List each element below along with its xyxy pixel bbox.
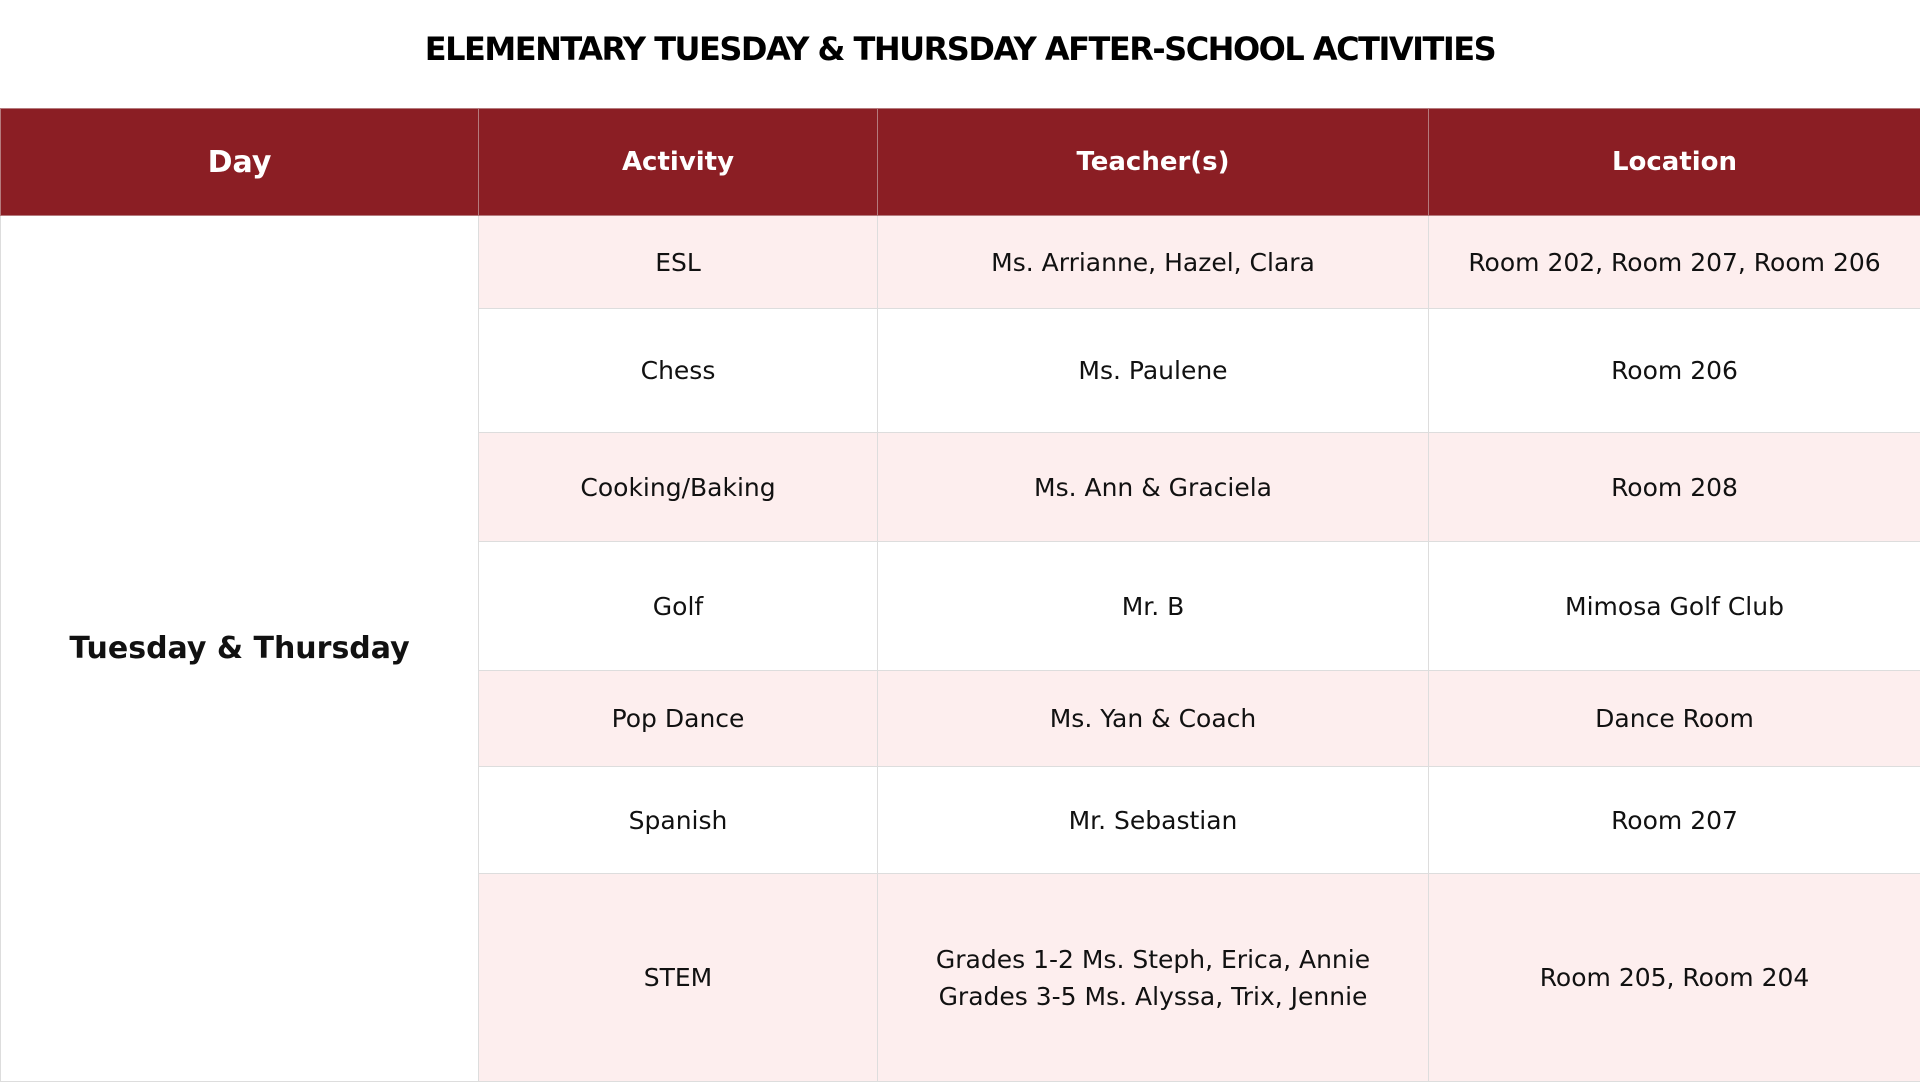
header-teachers: Teacher(s): [878, 109, 1429, 216]
teachers-line: Grades 3-5 Ms. Alyssa, Trix, Jennie: [888, 978, 1418, 1015]
activity-cell: Spanish: [479, 767, 878, 874]
teachers-cell: Ms. Yan & Coach: [878, 671, 1429, 767]
activity-cell: Cooking/Baking: [479, 433, 878, 542]
header-row: [1, 109, 1920, 216]
teachers-cell: Mr. B: [878, 542, 1429, 671]
activity-cell: ESL: [479, 216, 878, 309]
teachers-line: Grades 1-2 Ms. Steph, Erica, Annie: [888, 941, 1418, 978]
location-cell: Room 207: [1429, 767, 1920, 874]
header-activity: Activity: [479, 109, 878, 216]
activity-cell: STEM: [479, 874, 878, 1082]
location-cell: Room 202, Room 207, Room 206: [1429, 216, 1920, 309]
activity-cell: Pop Dance: [479, 671, 878, 767]
activity-cell: Golf: [479, 542, 878, 671]
header-day: Day: [1, 109, 479, 216]
day-cell: Tuesday & Thursday: [1, 216, 479, 1082]
location-cell: Room 208: [1429, 433, 1920, 542]
teachers-cell: Ms. Ann & Graciela: [878, 433, 1429, 542]
teachers-cell: Ms. Arrianne, Hazel, Clara: [878, 216, 1429, 309]
teachers-cell: [878, 874, 1429, 1082]
location-cell: Room 206: [1429, 309, 1920, 433]
table-row: [1, 216, 1920, 309]
location-cell: Mimosa Golf Club: [1429, 542, 1920, 671]
location-cell: Room 205, Room 204: [1429, 874, 1920, 1082]
teachers-cell: Ms. Paulene: [878, 309, 1429, 433]
page-title: ELEMENTARY TUESDAY & THURSDAY AFTER-SCHOOL ACTIVITIES: [0, 30, 1920, 68]
teachers-cell: Mr. Sebastian: [878, 767, 1429, 874]
header-location: Location: [1429, 109, 1920, 216]
activity-cell: Chess: [479, 309, 878, 433]
activities-table: [0, 108, 1920, 1082]
location-cell: Dance Room: [1429, 671, 1920, 767]
